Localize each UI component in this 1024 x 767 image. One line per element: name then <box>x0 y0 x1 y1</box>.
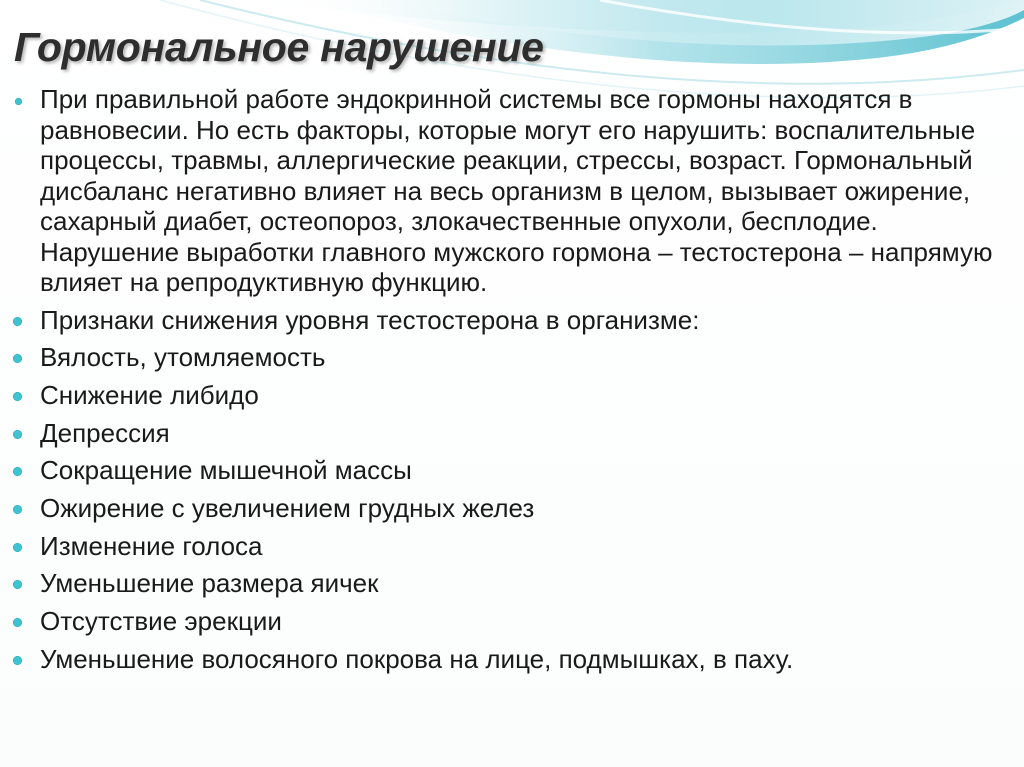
bullet-text: Изменение голоса <box>40 530 263 561</box>
bullet-dot-icon <box>13 656 22 665</box>
bullet-dot-icon <box>13 392 22 401</box>
bullet-dot-icon <box>13 618 22 627</box>
bullet-item <box>6 644 1018 675</box>
slide-title: Гормональное нарушение <box>14 24 544 70</box>
bullet-dot-icon <box>13 505 22 514</box>
bullet-text: Отсутствие эрекции <box>40 606 282 636</box>
bullet-symptoms-heading <box>6 305 1018 336</box>
bullet-text: Ожирение с увеличением грудных желез <box>40 492 535 523</box>
bullet-text: Депрессия <box>40 417 170 448</box>
bullet-dot-icon <box>13 317 22 326</box>
bullet-text: Признаки снижения уровня тестостерона в организме: <box>40 304 700 335</box>
bullet-list <box>6 84 1018 674</box>
bullet-text: Снижение либидо <box>40 379 259 410</box>
bullet-text: При правильной работе эндокринной системы все гормоны находятся в равновесии. Но есть факторы, которые могут его нарушить: воспалительные процессы, травмы, аллергические реакции, стрессы, возраст. Гормональный дисбаланс негативно влияет на весь организм в целом, вызывает ожирение, сахарный диабет, остеопороз, злокачественные опухоли, бесплодие. Нарушение выработки главного мужского гормона – тестостерона – напрямую влияет на репродуктивную функцию. <box>40 84 993 297</box>
bullet-text: Уменьшение волосяного покрова на лице, подмышках, в паху. <box>40 643 794 674</box>
bullet-text: Вялость, утомляемость <box>40 342 326 373</box>
bullet-dot-icon <box>13 467 22 476</box>
bullet-dot-icon <box>15 98 22 105</box>
bullet-dot-icon <box>13 543 22 552</box>
bullet-item <box>6 606 1018 637</box>
slide-content <box>6 84 1018 681</box>
bullet-item <box>6 531 1018 562</box>
bullet-intro-paragraph <box>6 84 1018 298</box>
bullet-item <box>6 568 1018 599</box>
bullet-item <box>6 418 1018 449</box>
bullet-text: Уменьшение размера яичек <box>40 568 379 599</box>
bullet-dot-icon <box>13 354 22 363</box>
bullet-dot-icon <box>13 580 22 589</box>
bullet-item <box>6 342 1018 373</box>
bullet-item <box>6 380 1018 411</box>
bullet-item <box>6 493 1018 524</box>
bullet-text: Сокращение мышечной массы <box>40 455 412 486</box>
bullet-item <box>6 455 1018 486</box>
bullet-dot-icon <box>13 430 22 439</box>
